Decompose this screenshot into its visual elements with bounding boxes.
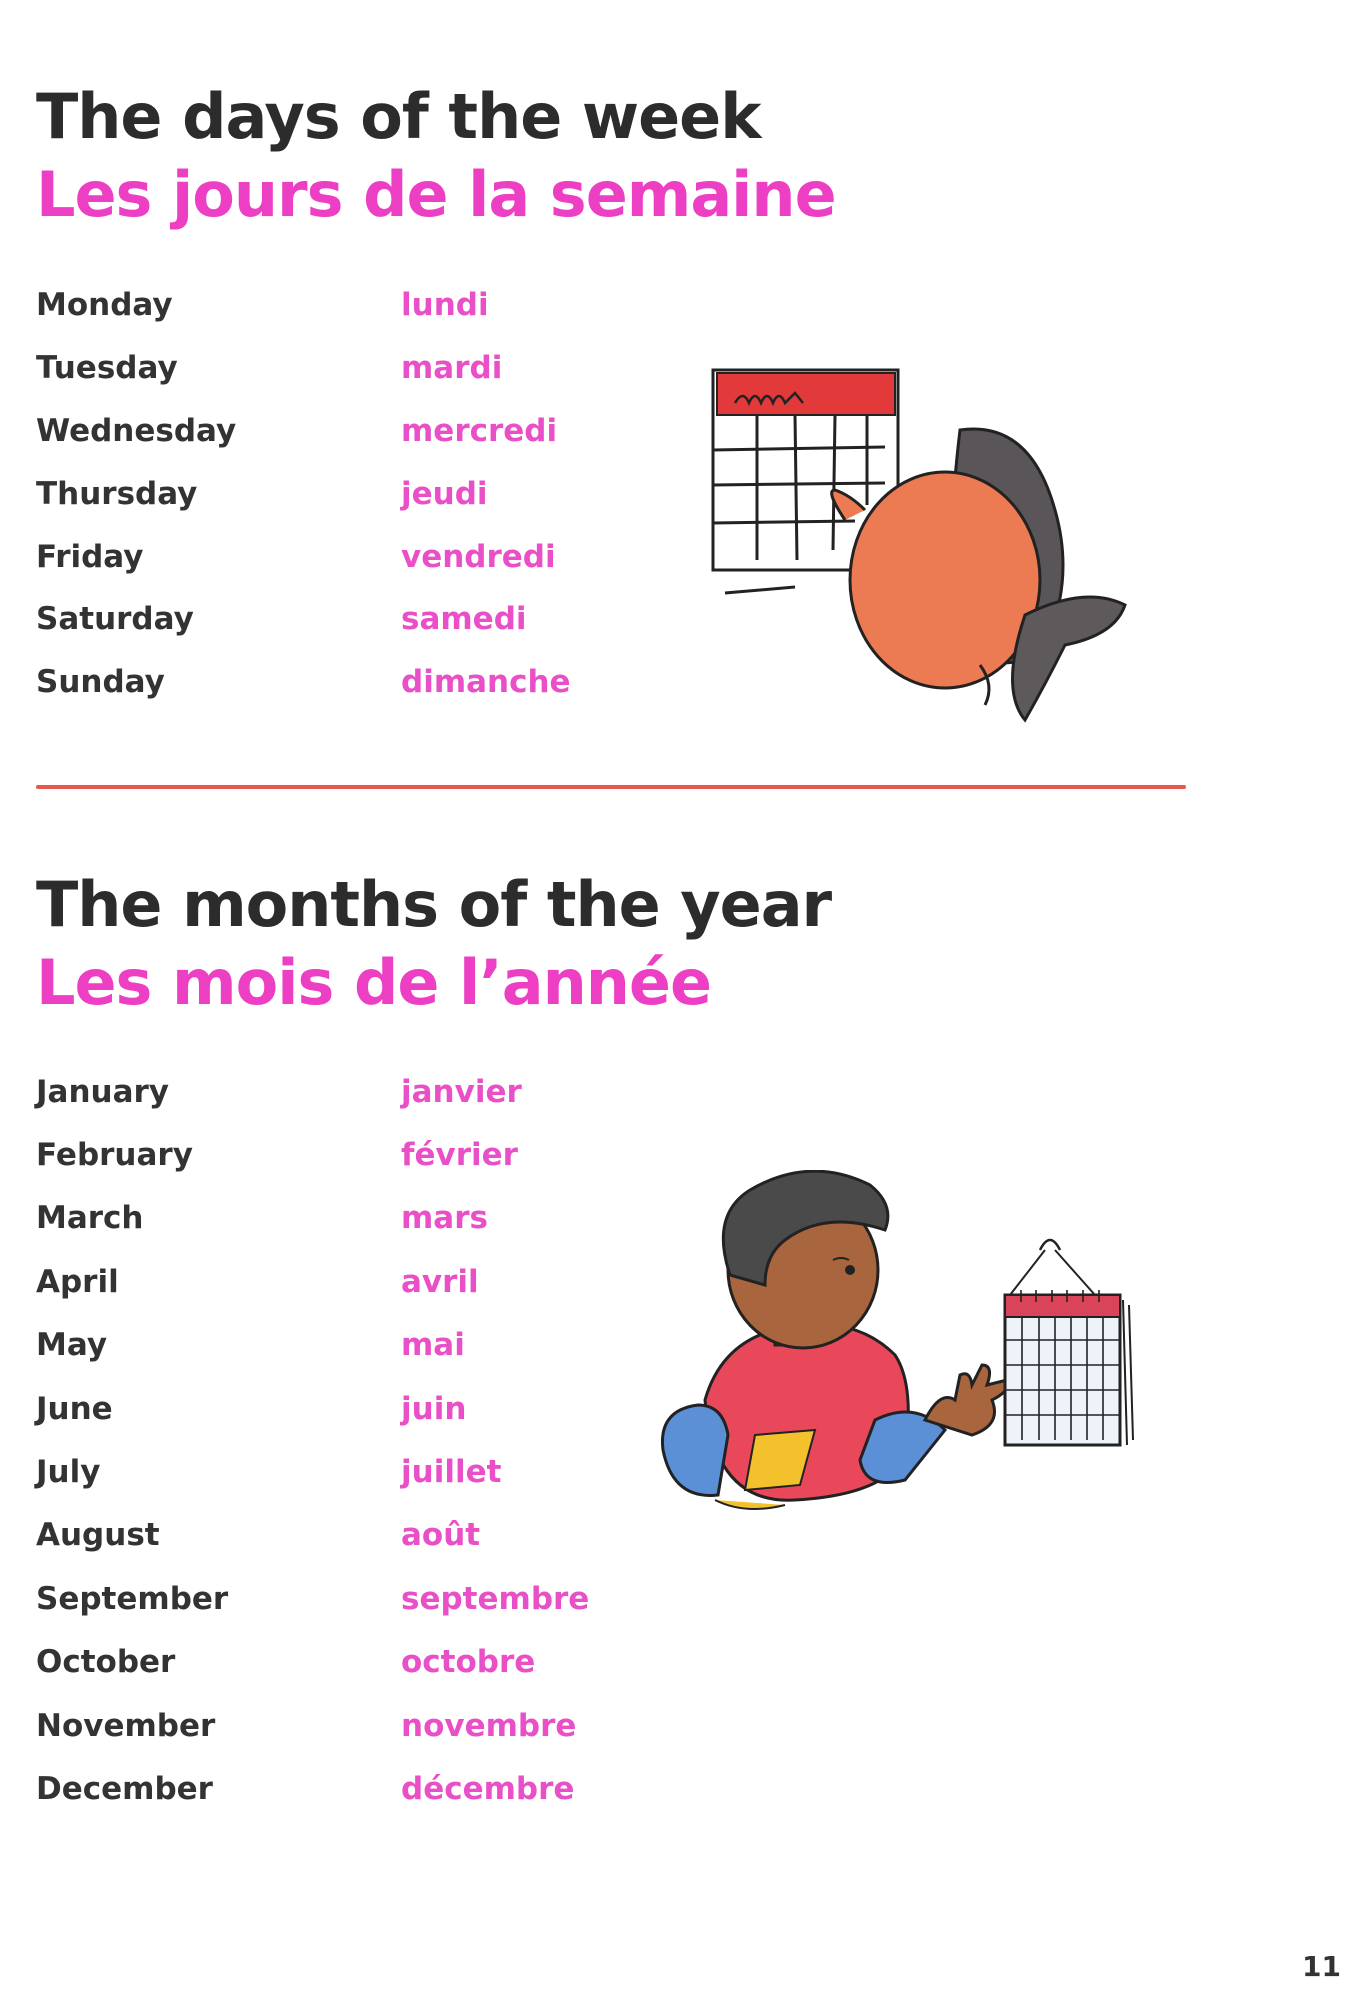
boy-with-wall-calendar-icon <box>655 1170 1165 1540</box>
day-english: Thursday <box>36 475 198 512</box>
month-row <box>36 1567 596 1630</box>
month-french: mars <box>401 1200 488 1237</box>
day-row <box>36 462 596 525</box>
month-row <box>36 1377 596 1440</box>
day-french: lundi <box>401 287 489 324</box>
month-row <box>36 1314 596 1377</box>
child-looking-at-calendar-icon <box>695 335 1155 725</box>
day-french: mercredi <box>401 412 558 449</box>
month-english: March <box>36 1200 144 1237</box>
month-row <box>36 1187 596 1250</box>
month-french: juillet <box>401 1454 502 1491</box>
day-english: Sunday <box>36 664 165 701</box>
days-title-english: The days of the week <box>36 80 761 153</box>
day-french: jeudi <box>401 475 488 512</box>
day-english: Wednesday <box>36 412 237 449</box>
month-english: April <box>36 1263 119 1300</box>
month-english: November <box>36 1707 216 1744</box>
month-french: juin <box>401 1390 467 1427</box>
day-french: samedi <box>401 601 527 638</box>
month-row <box>36 1123 596 1186</box>
days-vocabulary-list <box>36 274 596 714</box>
day-english: Friday <box>36 538 144 575</box>
day-french: mardi <box>401 350 503 387</box>
days-title-french: Les jours de la semaine <box>36 158 836 231</box>
month-english: February <box>36 1137 193 1174</box>
day-french: vendredi <box>401 538 556 575</box>
month-english: August <box>36 1517 160 1554</box>
months-title-english: The months of the year <box>36 868 832 941</box>
day-row <box>36 525 596 588</box>
month-french: janvier <box>401 1073 522 1110</box>
month-row <box>36 1250 596 1313</box>
months-title-french: Les mois de l’année <box>36 946 712 1019</box>
months-vocabulary-list <box>36 1060 596 1821</box>
page-number: 11 <box>1302 1950 1341 1983</box>
month-row <box>36 1440 596 1503</box>
day-english: Saturday <box>36 601 194 638</box>
month-french: septembre <box>401 1580 590 1617</box>
month-row <box>36 1694 596 1757</box>
month-french: février <box>401 1137 518 1174</box>
day-row <box>36 588 596 651</box>
month-french: mai <box>401 1327 465 1364</box>
day-row <box>36 651 596 714</box>
day-english: Monday <box>36 287 173 324</box>
month-english: December <box>36 1770 213 1807</box>
month-row <box>36 1060 596 1123</box>
day-row <box>36 337 596 400</box>
day-french: dimanche <box>401 664 571 701</box>
month-english: May <box>36 1327 108 1364</box>
month-english: January <box>36 1073 170 1110</box>
day-english: Tuesday <box>36 350 178 387</box>
month-english: June <box>36 1390 113 1427</box>
month-row <box>36 1504 596 1567</box>
month-english: September <box>36 1580 229 1617</box>
month-french: avril <box>401 1263 479 1300</box>
month-english: October <box>36 1644 176 1681</box>
month-french: octobre <box>401 1644 536 1681</box>
section-divider <box>36 785 1186 789</box>
month-french: août <box>401 1517 481 1554</box>
month-row <box>36 1631 596 1694</box>
month-french: novembre <box>401 1707 577 1744</box>
month-row <box>36 1757 596 1820</box>
day-row <box>36 274 596 337</box>
month-french: décembre <box>401 1770 575 1807</box>
day-row <box>36 400 596 463</box>
month-english: July <box>36 1454 101 1491</box>
